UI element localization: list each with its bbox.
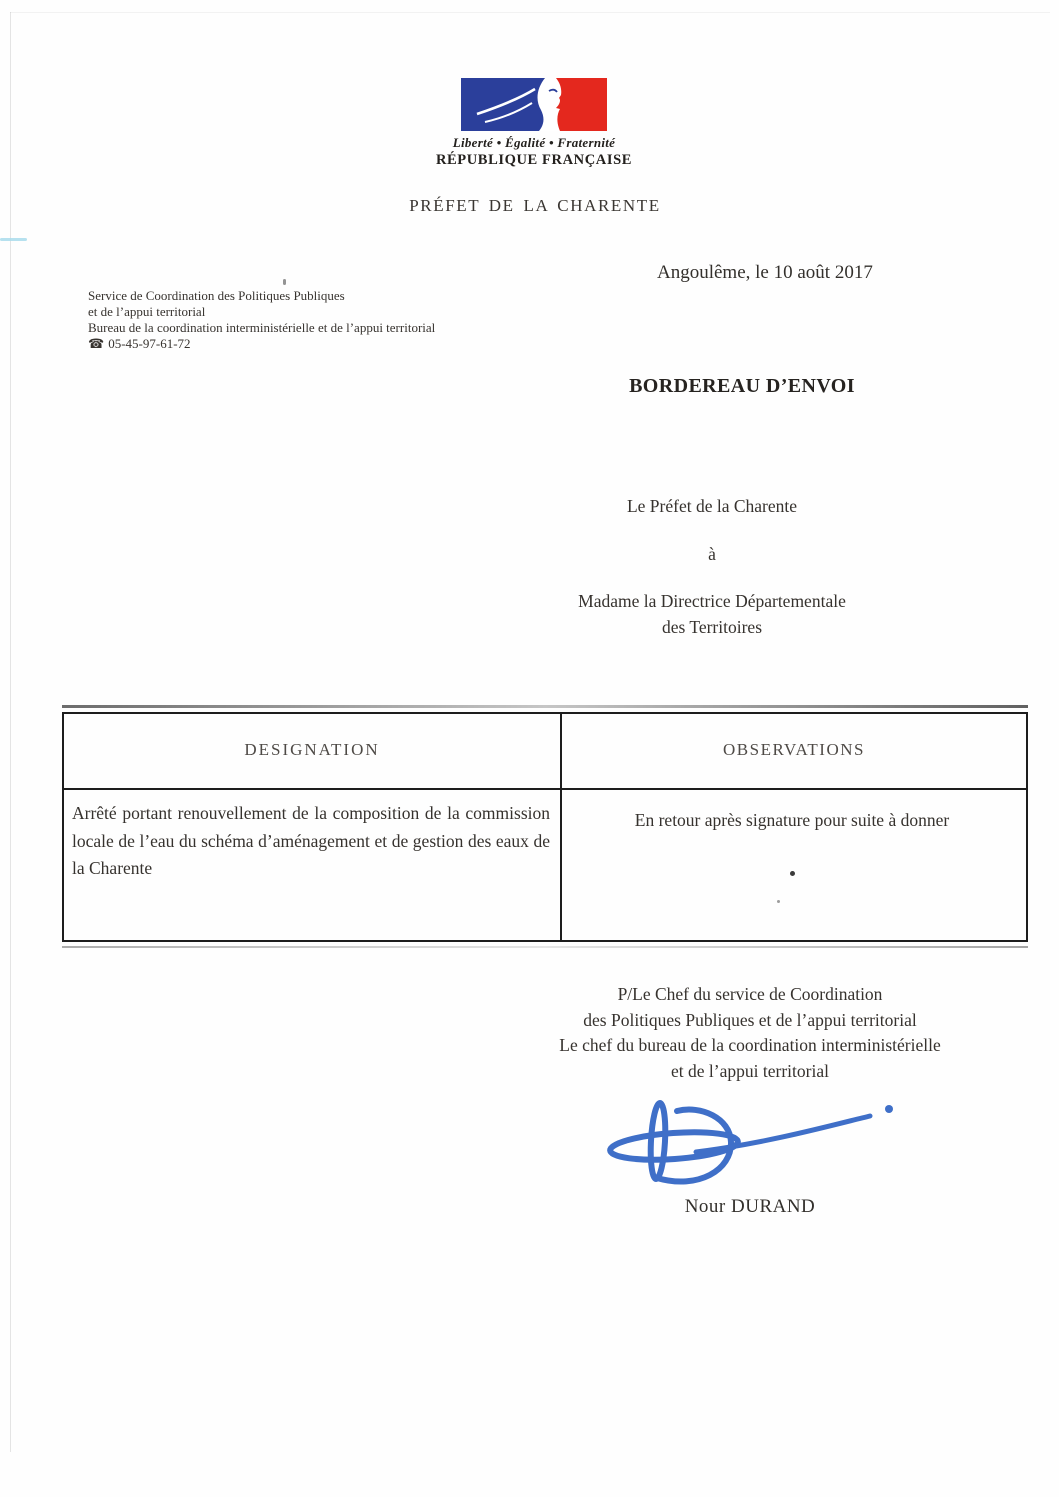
bordereau-table [62,712,1028,942]
logo-republic-label: RÉPUBLIQUE FRANÇAISE [435,152,633,168]
logo-motto: Liberté • Égalité • Fraternité [452,135,616,150]
date-line: Angoulême, le 10 août 2017 [657,262,873,283]
signoff-line: P/Le Chef du service de Coordination [617,984,883,1004]
republique-francaise-logo [434,78,634,169]
phone-icon: ☎ [88,337,105,352]
sender-phone-line [88,336,435,353]
table-cell-designation: Arrêté portant renouvellement de la composition de la commission locale de l’eau du schéma d’aménagement et de gestion des eaux de la Charente [72,803,550,878]
handwritten-signature [598,1092,908,1192]
prefecture-title: PRÉFET DE LA CHARENTE [409,196,661,215]
scan-artifact-mark [283,279,286,285]
recipient-line: Madame la Directrice Départementale [578,591,846,611]
page-edge-line [10,12,11,1452]
sender-line: et de l’appui territorial [88,304,206,319]
scan-artifact-streak [0,238,27,241]
table-header-divider [64,788,1026,790]
table-header-designation: DESIGNATION [244,740,380,759]
document-title: BORDEREAU D’ENVOI [629,375,855,397]
signoff-line: et de l’appui territorial [671,1060,829,1081]
preposition: à [708,544,716,564]
sender-service-block [88,288,435,353]
marianne-flag-icon [461,78,607,131]
signoff-block [420,982,1059,1084]
sender-line: Service de Coordination des Politiques Publiques [88,288,345,303]
table-cell-observations: En retour après signature pour suite à donner [634,810,950,830]
phone-number: 05-45-97-61-72 [108,336,191,351]
recipient-line: des Territoires [661,617,763,637]
from-line: Le Préfet de la Charente [626,496,798,516]
sender-line: Bureau de la coordination interministérielle et de l’appui territorial [88,320,436,335]
signoff-line: Le chef du bureau de la coordination interministérielle [559,1035,941,1055]
table-header-observations: OBSERVATIONS [723,740,865,759]
signoff-line: des Politiques Publiques et de l’appui territorial [583,1009,917,1030]
signatory-name: Nour DURAND [684,1196,816,1217]
page-edge-line [10,12,1050,13]
